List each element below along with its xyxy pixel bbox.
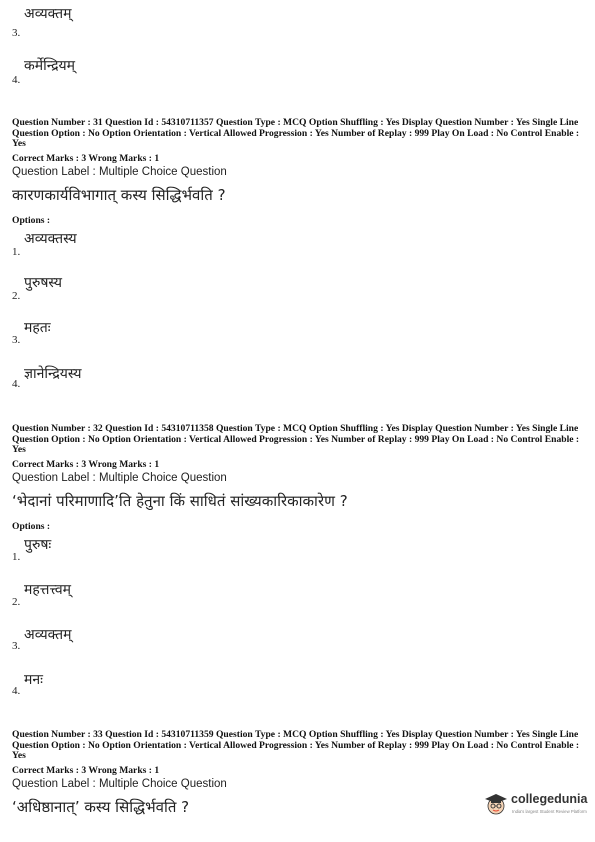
option-number: 4. — [12, 378, 21, 390]
option-text: कर्मेन्द्रियम् — [24, 58, 76, 74]
option-text: पुरुषः — [24, 537, 52, 553]
option-text: मनः — [24, 672, 43, 688]
question-text: ‘अधिष्ठानात्’ कस्य सिद्धिर्भवति ? — [12, 798, 190, 816]
logo-tagline: India's largest Student Review Platform — [512, 809, 587, 814]
option-number: 1. — [12, 246, 21, 258]
question-label: Question Label : Multiple Choice Question — [12, 166, 227, 178]
question-marks: Correct Marks : 3 Wrong Marks : 1 — [12, 153, 160, 164]
option-text: पुरुषस्य — [24, 275, 62, 291]
option-number: 2. — [12, 290, 21, 302]
option-text: अव्यक्तम् — [24, 627, 72, 643]
graduate-mascot-icon — [483, 791, 509, 817]
question-text: ‘भेदानां परिमाणादि’ति हेतुना किं साधितं सांख्यकारिकाकारेण ? — [12, 492, 348, 510]
option-number: 3. — [12, 334, 21, 346]
option-number: 4. — [12, 685, 21, 697]
question-marks: Correct Marks : 3 Wrong Marks : 1 — [12, 765, 160, 776]
question-label: Question Label : Multiple Choice Question — [12, 778, 227, 790]
option-number: 3. — [12, 640, 21, 652]
logo-name: collegedunia — [511, 792, 588, 806]
option-text: अव्यक्तम् — [24, 6, 72, 22]
options-label: Options : — [12, 521, 51, 532]
question-meta: Question Number : 33 Question Id : 54310711359 Question Type : MCQ Option Shuffling : Yes Display Question Number : Yes Single Line Question Option : No Option Orientation : Vertical Allowed Progression : Yes Number of Replay : 999 Play On Load : No Control Enable : Yes — [12, 729, 580, 761]
option-number: 3. — [12, 27, 21, 39]
option-text: महतः — [24, 320, 51, 336]
option-number: 4. — [12, 74, 21, 86]
option-text: महत्तत्त्वम् — [24, 582, 72, 598]
question-meta: Question Number : 32 Question Id : 54310711358 Question Type : MCQ Option Shuffling : Yes Display Question Number : Yes Single Line Question Option : No Option Orientation : Vertical Allowed Progression : Yes Number of Replay : 999 Play On Load : No Control Enable : Yes — [12, 423, 580, 455]
question-text: कारणकार्यविभागात् कस्य सिद्धिर्भवति ? — [12, 186, 226, 204]
question-marks: Correct Marks : 3 Wrong Marks : 1 — [12, 459, 160, 470]
option-text: अव्यक्तस्य — [24, 231, 77, 247]
question-meta: Question Number : 31 Question Id : 54310711357 Question Type : MCQ Option Shuffling : Yes Display Question Number : Yes Single Line Question Option : No Option Orientation : Vertical Allowed Progression : Yes Number of Replay : 999 Play On Load : No Control Enable : Yes — [12, 117, 580, 149]
collegedunia-logo — [483, 789, 588, 823]
question-label: Question Label : Multiple Choice Question — [12, 472, 227, 484]
options-label: Options : — [12, 215, 51, 226]
option-number: 1. — [12, 551, 21, 563]
option-text: ज्ञानेन्द्रियस्य — [24, 366, 82, 382]
option-number: 2. — [12, 596, 21, 608]
